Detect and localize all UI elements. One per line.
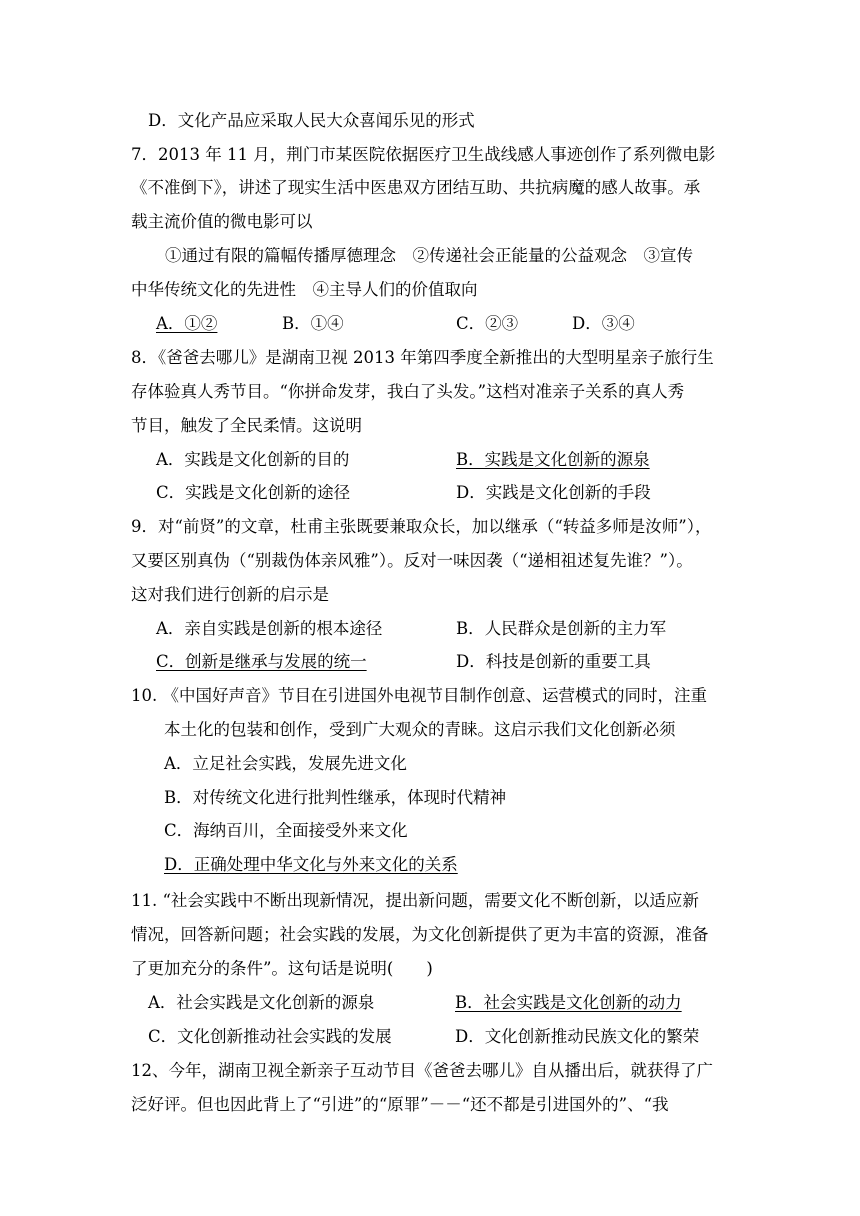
option-a-q9: A．亲自实践是创新的根本途径	[156, 619, 383, 638]
question-12-line-2: 泛好评。但也因此背上了“引进”的“原罪”－－“还不都是引进国外的”、“我	[131, 1095, 669, 1114]
option-d-q8: D．实践是文化创新的手段	[456, 483, 651, 502]
option-c-q9-answer: C．创新是继承与发展的统一	[156, 652, 367, 671]
question-9-line-3: 这对我们进行创新的启示是	[131, 585, 329, 604]
option-b-q9: B．人民群众是创新的主力军	[456, 619, 667, 638]
option-d-q11: D．文化创新推动民族文化的繁荣	[455, 1027, 700, 1046]
option-d-q6: D．文化产品应采取人民大众喜闻乐见的形式	[148, 111, 475, 130]
option-b-q8-answer: B．实践是文化创新的源泉	[456, 450, 650, 469]
option-a-q8: A．实践是文化创新的目的	[156, 450, 350, 469]
option-b-q11-answer: B．社会实践是文化创新的动力	[455, 993, 682, 1012]
question-7-line-1: 7．2013 年 11 月，荆门市某医院依据医疗卫生战线感人事迹创作了系列微电影	[131, 145, 716, 164]
question-11-line-2: 情况，回答新问题；社会实践的发展，为文化创新提供了更为丰富的资源，准备	[131, 925, 709, 944]
question-10-line-2: 本土化的包装和创作，受到广大观众的青睐。这启示我们文化创新必须	[164, 720, 676, 739]
question-7-line-2: 《不准倒下》，讲述了现实生活中医患双方团结互助、共抗病魔的感人故事。承	[131, 178, 701, 197]
question-9-line-1: 9．对“前贤”的文章，杜甫主张既要兼取众长，加以继承（“转益多师是汝师”），	[131, 517, 712, 536]
option-c-q11: C．文化创新推动社会实践的发展	[148, 1027, 392, 1046]
option-c-q8: C．实践是文化创新的途径	[156, 483, 351, 502]
question-8-line-3: 节目，触发了全民柔情。这说明	[131, 416, 362, 435]
option-b-q7: B．①④	[282, 314, 344, 333]
option-c-q10: C．海纳百川，全面接受外来文化	[164, 821, 408, 840]
option-b-q10: B．对传统文化进行批判性继承，体现时代精神	[164, 788, 507, 807]
option-a-q7-answer: A．①②	[156, 314, 218, 333]
option-a-q11: A．社会实践是文化创新的源泉	[148, 993, 375, 1012]
question-8-line-1: 8．《爸爸去哪儿》是湖南卫视 2013 年第四季度全新推出的大型明星亲子旅行生	[131, 348, 714, 367]
option-d-q7: D．③④	[572, 314, 635, 333]
question-7-statements-1: ①通过有限的篇幅传播厚德理念 ②传递社会正能量的公益观念 ③宣传	[165, 246, 693, 265]
option-d-q9: D．科技是创新的重要工具	[456, 652, 651, 671]
question-7-statements-2: 中华传统文化的先进性 ④主导人们的价值取向	[131, 280, 478, 299]
question-8-line-2: 存体验真人秀节目。“你拼命发芽，我白了头发。”这档对准亲子关系的真人秀	[131, 382, 685, 401]
option-c-q7: C．②③	[456, 314, 519, 333]
question-7-line-3: 载主流价值的微电影可以	[131, 212, 313, 231]
option-a-q10: A．立足社会实践，发展先进文化	[164, 754, 407, 773]
question-12-line-1: 12、今年，湖南卫视全新亲子互动节目《爸爸去哪儿》自从播出后，就获得了广	[131, 1061, 713, 1080]
question-11-line-1: 11. “社会实践中不断出现新情况，提出新问题，需要文化不断创新，以适应新	[131, 891, 699, 910]
question-10-line-1: 10. 《中国好声音》节目在引进国外电视节目制作创意、运营模式的同时，注重	[131, 686, 707, 705]
question-11-line-3: 了更加充分的条件”。这句话是说明( )	[131, 959, 433, 978]
option-d-q10-answer: D．正确处理中华文化与外来文化的关系	[164, 855, 458, 874]
question-9-line-2: 又要区别真伪（“别裁伪体亲风雅”）。反对一味因袭（“递相祖述复先谁？”）。	[131, 551, 693, 570]
